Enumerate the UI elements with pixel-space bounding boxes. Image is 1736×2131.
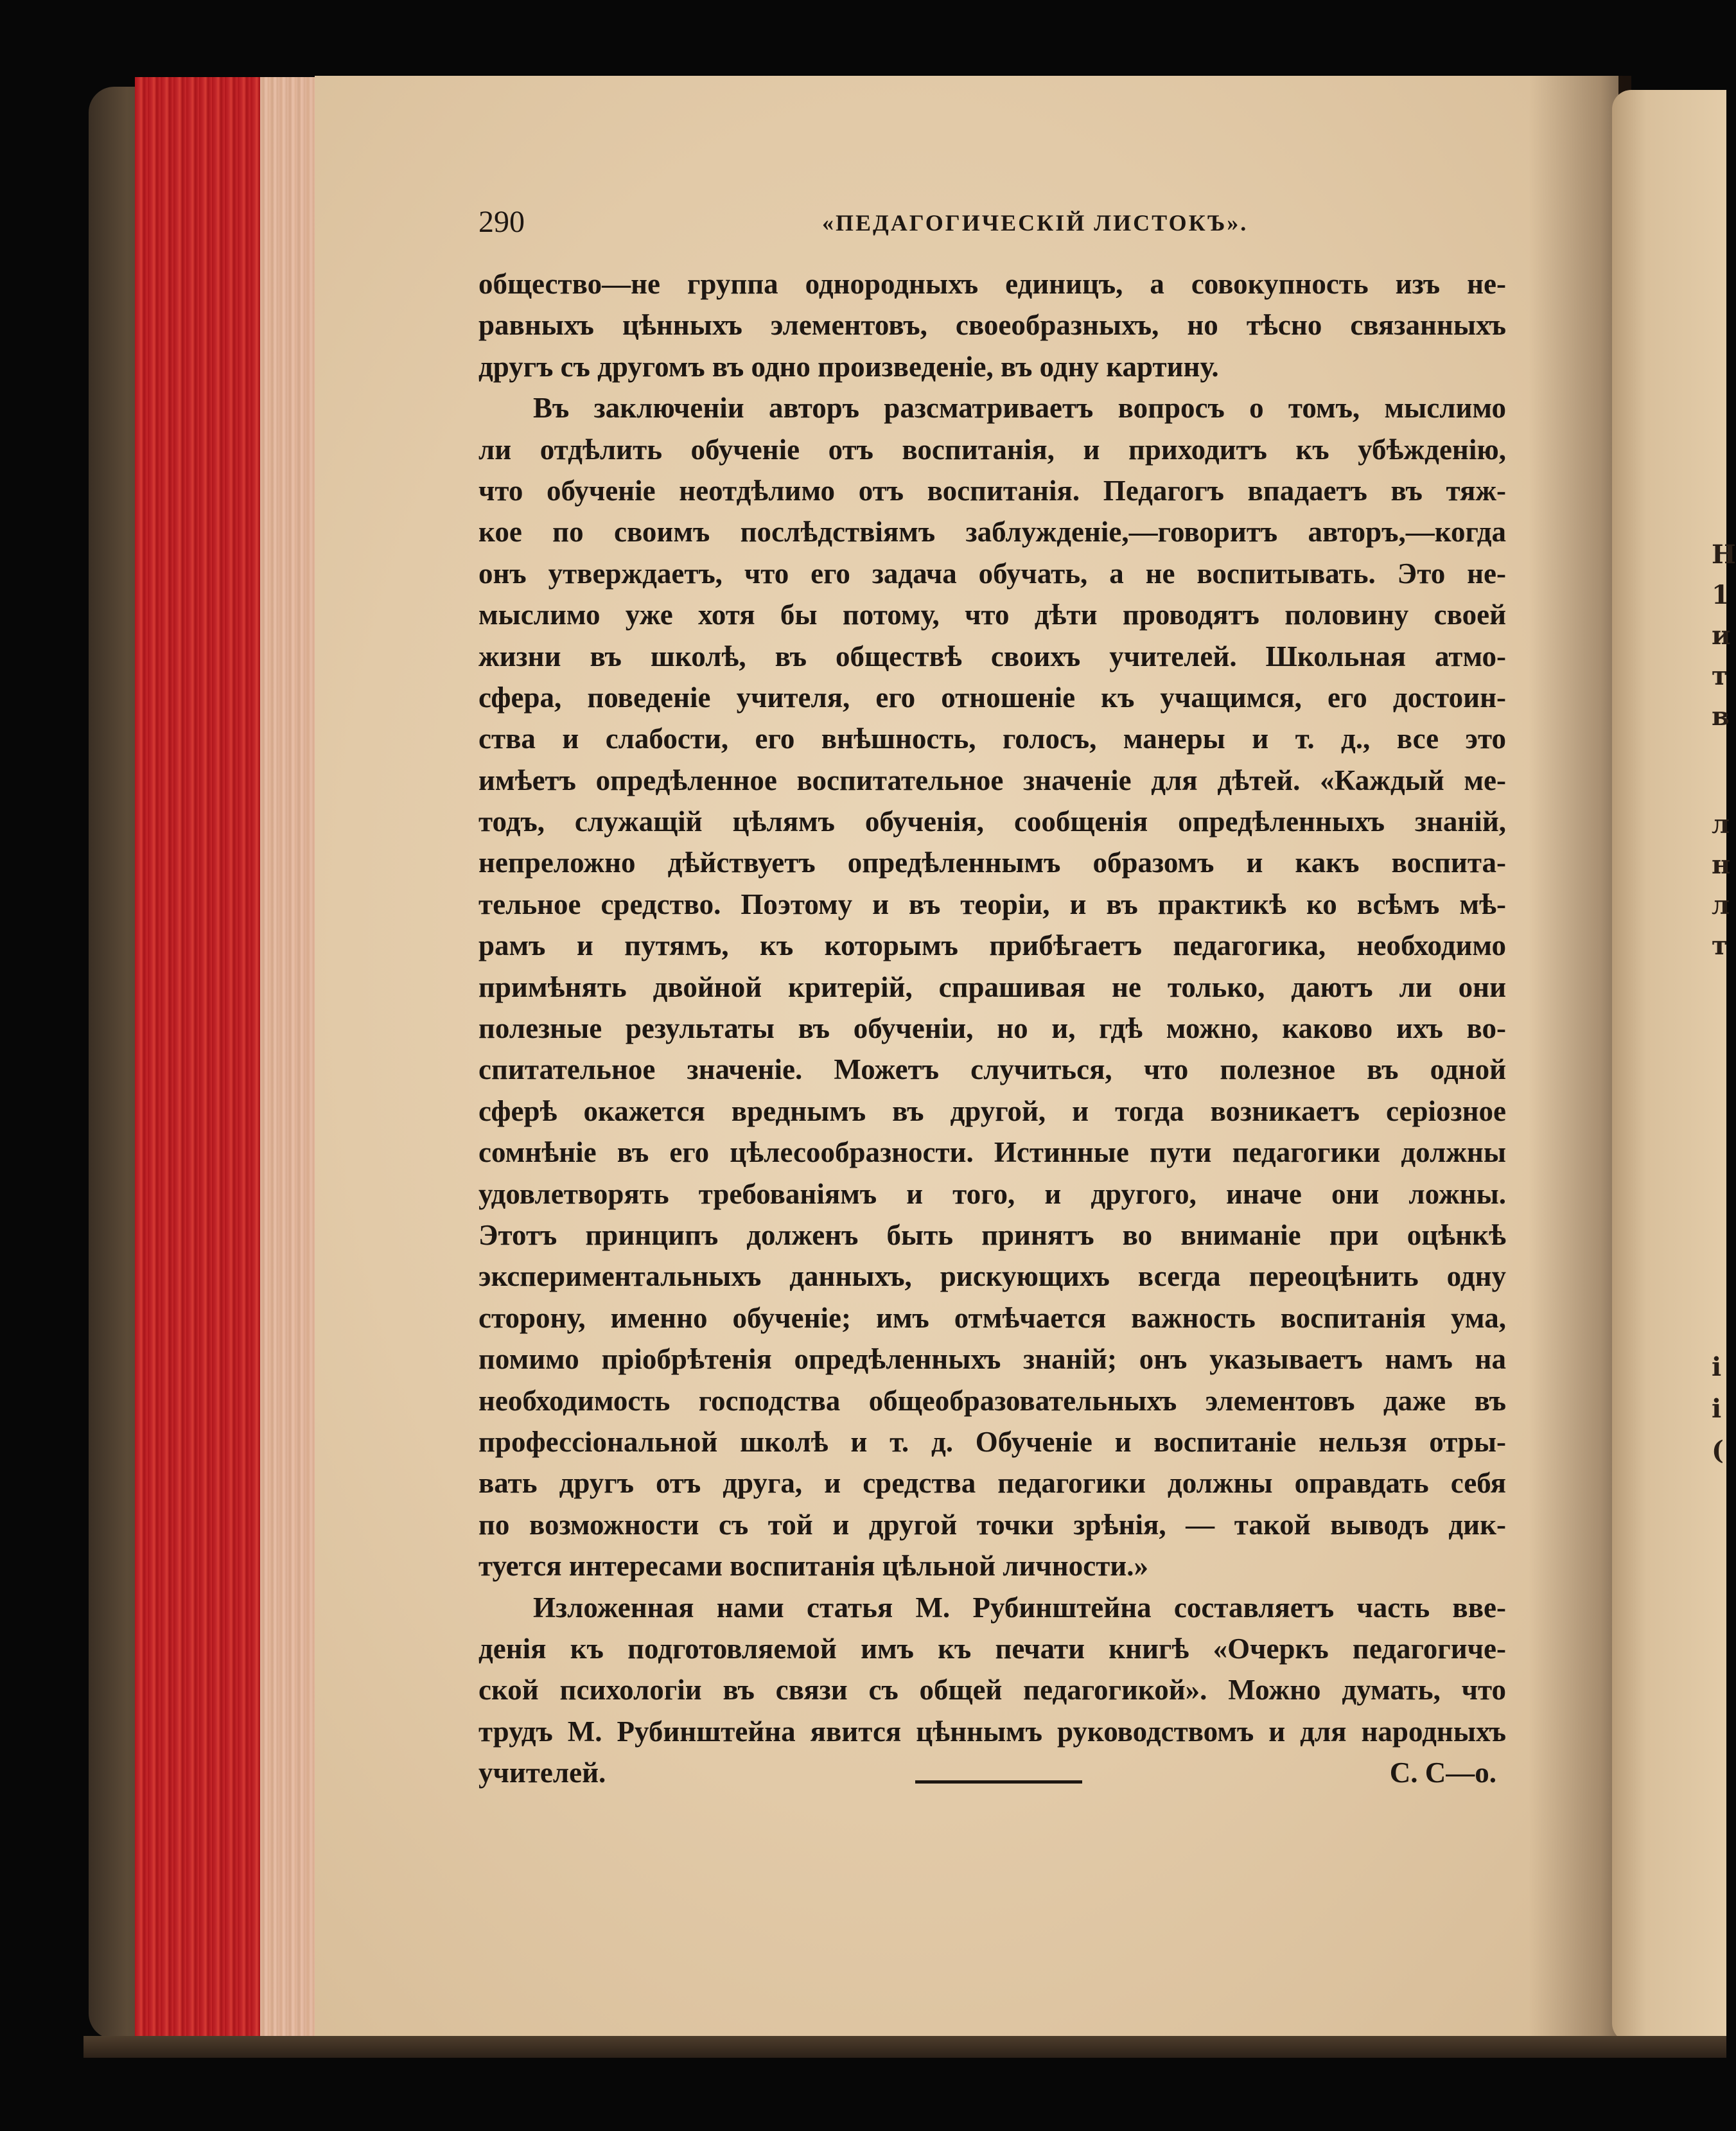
author-signature: С. С—о. — [1389, 1757, 1496, 1789]
page-text — [478, 204, 1506, 1793]
text-line: денія къ подготовляемой имъ къ печати книгѣ «Очеркъ педагогиче- — [478, 1632, 1506, 1665]
text-line: что обученіе неотдѣлимо отъ воспитанія. Педагогъ впадаетъ въ тяж- — [478, 474, 1506, 507]
paragraph — [478, 387, 1506, 1586]
right-page-edge — [1612, 90, 1726, 2042]
closing-word: учителей. — [478, 1757, 606, 1789]
text-line: вать другъ отъ друга, и средства педагогики должны оправдать себя — [478, 1467, 1506, 1500]
facing-letter: т — [1712, 931, 1728, 961]
text-line: тодъ, служащій цѣлямъ обученія, сообщенія опредѣленныхъ знаній, — [478, 805, 1506, 838]
text-line: туется интересами воспитанія цѣльной личности.» — [478, 1550, 1148, 1583]
paragraph — [478, 1587, 1506, 1753]
page-header — [478, 204, 1506, 256]
text-line: имѣетъ опредѣленное воспитательное значеніе для дѣтей. «Каждый ме- — [478, 764, 1506, 796]
text-line: помимо пріобрѣтенія опредѣленныхъ знаній; онъ указываетъ намъ на — [478, 1343, 1506, 1376]
text-line: тельное средство. Поэтому и въ теоріи, и въ практикѣ ко всѣмъ мѣ- — [478, 888, 1506, 920]
text-line: онъ утверждаетъ, что его задача обучать, а не воспитывать. Это не- — [478, 557, 1506, 590]
facing-letter: ( — [1712, 1435, 1724, 1466]
text-line: спитательное значеніе. Можетъ случиться, что полезное въ одной — [478, 1053, 1506, 1086]
book-bottom-edge — [83, 2036, 1726, 2058]
text-line: ли отдѣлить обученіе отъ воспитанія, и приходитъ къ убѣжденію, — [478, 433, 1506, 466]
text-line: ства и слабости, его внѣшность, голосъ, манеры и т. д., все это — [478, 723, 1506, 755]
text-line: общество—не группа однородныхъ единицъ, а совокупность изъ не- — [478, 268, 1506, 300]
text-line: сторону, именно обученіе; имъ отмѣчается важность воспитанія ума, — [478, 1301, 1506, 1334]
text-line: равныхъ цѣнныхъ элементовъ, своеобразныхъ, но тѣсно связанныхъ — [478, 309, 1506, 342]
text-line: Этотъ принципъ долженъ быть принятъ во вниманіе при оцѣнкѣ — [478, 1218, 1506, 1251]
text-line: сферѣ окажется вреднымъ въ другой, и тогда возникаетъ серіозное — [478, 1094, 1506, 1127]
facing-letter: л — [1712, 890, 1730, 920]
text-line: другъ съ другомъ въ одно произведеніе, въ одну картину. — [478, 350, 1219, 383]
text-line: кое по своимъ послѣдствіямъ заблужденіе,—говоритъ авторъ,—когда — [478, 516, 1506, 548]
facing-letter: Н — [1712, 539, 1736, 570]
facing-letter: т — [1712, 661, 1728, 691]
facing-letter: і — [1712, 1352, 1722, 1382]
text-line: Изложенная нами статья М. Рубинштейна составляетъ часть вве- — [533, 1591, 1506, 1624]
body-paragraphs — [478, 263, 1506, 1752]
text-line: сфера, поведеніе учителя, его отношеніе къ учащимся, его достоин- — [478, 681, 1506, 714]
facing-letter: в — [1712, 701, 1730, 732]
page-number: 290 — [478, 205, 525, 239]
text-line: примѣнять двойной критерій, спрашивая не только, даютъ ли они — [478, 970, 1506, 1003]
text-line: необходимость господства общеобразовательныхъ элементовъ даже въ — [478, 1384, 1506, 1417]
facing-letter: л — [1712, 809, 1730, 839]
text-line: экспериментальныхъ данныхъ, рискующихъ всегда переоцѣнить одну — [478, 1260, 1506, 1293]
facing-letter: і — [1712, 1394, 1722, 1424]
text-line: сомнѣніе въ его цѣлесообразности. Истинные пути педагогики должны — [478, 1136, 1506, 1169]
facing-letter: и — [1712, 620, 1731, 651]
text-line: по возможности съ той и другой точки зрѣнія, — такой выводъ дик- — [478, 1508, 1506, 1541]
closing-line — [478, 1752, 1506, 1793]
text-line: полезные результаты въ обученіи, но и, гдѣ можно, каково ихъ во- — [478, 1012, 1506, 1045]
running-title: «ПЕДАГОГИЧЕСКІЙ ЛИСТОКЪ». — [822, 210, 1249, 236]
text-line: удовлетворять требованіямъ и того, и другого, иначе они ложны. — [478, 1177, 1506, 1210]
paragraph — [478, 263, 1506, 387]
text-line: Въ заключеніи авторъ разсматриваетъ вопросъ о томъ, мыслимо — [533, 392, 1506, 425]
text-line: рамъ и путямъ, къ которымъ прибѣгаетъ педагогика, необходимо — [478, 929, 1506, 962]
separator-rule — [915, 1780, 1082, 1784]
text-line: мыслимо уже хотя бы потому, что дѣти проводятъ половину своей — [478, 599, 1506, 631]
text-line: жизни въ школѣ, въ обществѣ своихъ учителей. Школьная атмо- — [478, 640, 1506, 672]
text-line: профессіональной школѣ и т. д. Обученіе и воспитаніе нельзя отры- — [478, 1425, 1506, 1458]
facing-letter: н — [1712, 850, 1731, 880]
text-line: трудъ М. Рубинштейна явится цѣннымъ руководствомъ и для народныхъ — [478, 1715, 1506, 1748]
text-line: непреложно дѣйствуетъ опредѣленнымъ образомъ и какъ воспита- — [478, 846, 1506, 879]
facing-letter: 1 — [1712, 580, 1730, 610]
text-line: ской психологіи въ связи съ общей педагогикой». Можно думать, что — [478, 1674, 1506, 1706]
